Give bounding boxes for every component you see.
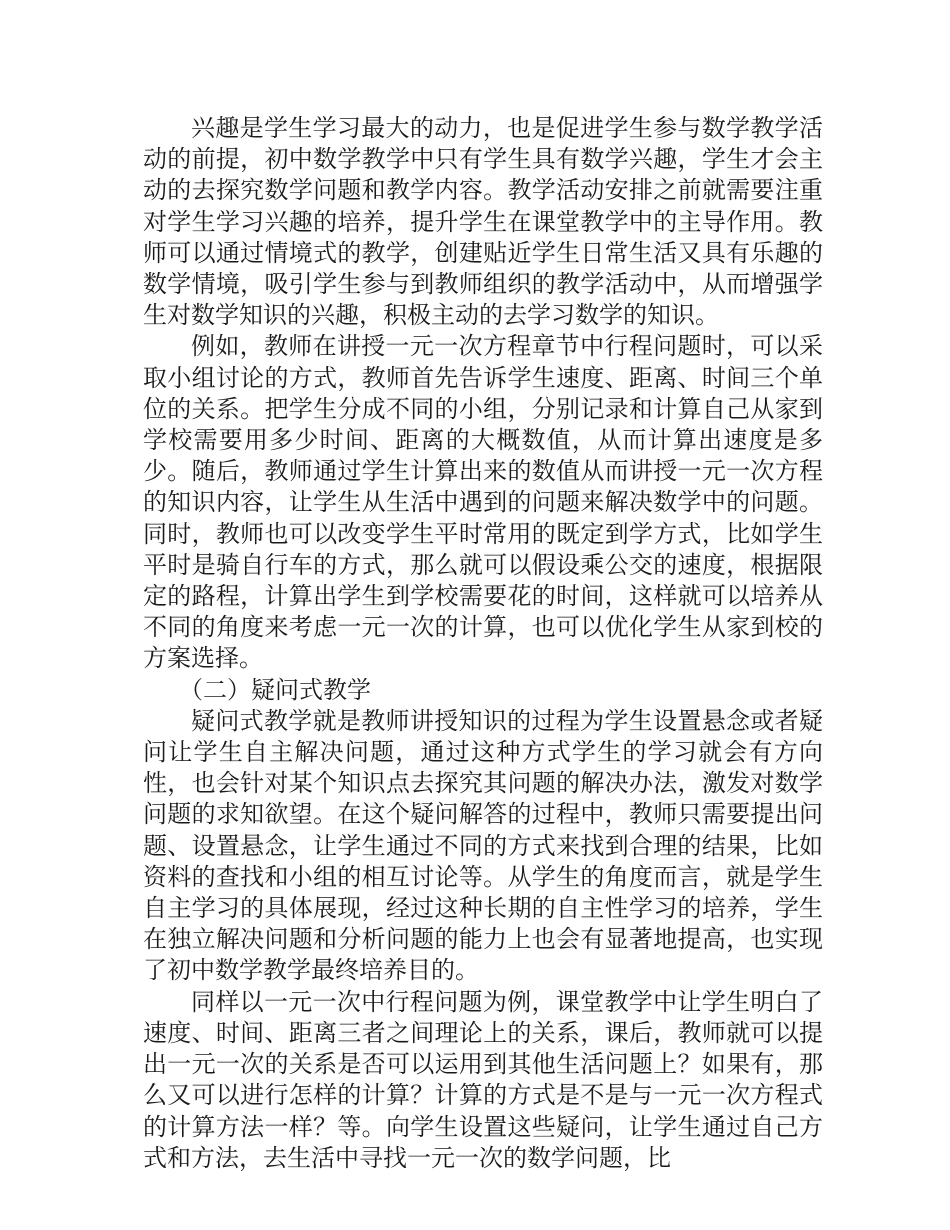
paragraph-interest: 兴趣是学生学习最大的动力，也是促进学生参与数学教学活动的前提，初中数学教学中只有学生具有数学兴趣，学生才会主动的去探究数学问题和教学内容。教学活动安排之前就需要注重对学生学习兴趣的培养，提升学生在课堂教学中的主导作用。教师可以通过情境式的教学，创建贴近学生日常生活又具有乐趣的数学情境，吸引学生参与到教师组织的教学活动中，从而增强学生对数学知识的兴趣，积极主动的去学习数学的知识。 [143,114,823,330]
paragraph-question-teaching: 疑问式教学就是教师讲授知识的过程为学生设置悬念或者疑问让学生自主解决问题，通过这种方式学生的学习就会有方向性，也会针对某个知识点去探究其问题的解决办法，激发对数学问题的求知欲望。在这个疑问解答的过程中，教师只需要提出问题、设置悬念，让学生通过不同的方式来找到合理的结果，比如资料的查找和小组的相互讨论等。从学生的角度而言，就是学生自主学习的具体展现，经过这种长期的自主性学习的培养，学生在独立解决问题和分析问题的能力上也会有显著地提高，也实现了初中数学教学最终培养目的。 [143,706,823,985]
paragraph-example-followup: 同样以一元一次中行程问题为例，课堂教学中让学生明白了速度、时间、距离三者之间理论上的关系，课后，教师就可以提出一元一次的关系是否可以运用到其他生活问题上？如果有，那么又可以进行怎样的计算？计算的方式是不是与一元一次方程式的计算方法一样？等。向学生设置这些疑问，让学生通过自己方式和方法，去生活中寻找一元一次的数学问题，比 [143,987,823,1172]
section-heading: （二）疑问式教学 [179,675,371,704]
paragraph-example-travel-problem: 例如，教师在讲授一元一次方程章节中行程问题时，可以采取小组讨论的方式，教师首先告诉学生速度、距离、时间三个单位的关系。把学生分成不同的小组，分别记录和计算自己从家到学校需要用多少时间、距离的大概数值，从而计算出速度是多少。随后，教师通过学生计算出来的数值从而讲授一元一次方程的知识内容，让学生从生活中遇到的问题来解决数学中的问题。同时，教师也可以改变学生平时常用的既定到学方式，比如学生平时是骑自行车的方式，那么就可以假设乘公交的速度，根据限定的路程，计算出学生到学校需要花的时间，这样就可以培养从不同的角度来考虑一元一次的计算，也可以优化学生从家到校的方案选择。 [143,332,823,673]
document-page [143,113,823,1174]
